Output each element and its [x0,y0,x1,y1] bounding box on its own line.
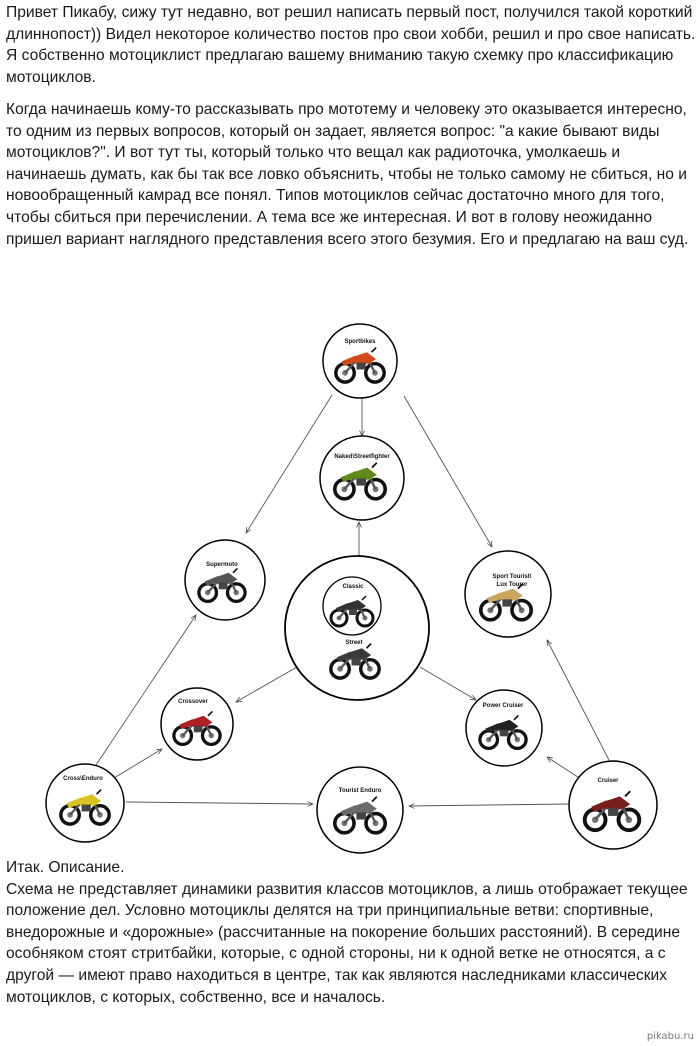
label-classic: Classic [342,584,364,590]
description-paragraph [6,857,696,1008]
arrow-center-to-power-cruiser [420,667,476,700]
label-tourist-enduro: Tourist Enduro [338,788,382,794]
intro-paragraph-2: Когда начинаешь кому-то рассказывать про мототему и человеку это оказывается интересно, то одним из первых вопросов, который он задает, является вопрос: "а какие бывают виды мотоциклов?". И вот тут ты, который только что вещал как радиоточка, умолкаешь и начинаешь думать, как бы так все ловко объяснить, чтобы не только самому не сбиться, но и новообращенный камрад все понял. Типов мотоциклов сейчас достаточно много для того, чтобы сбиться при перечислении. А тема все же интересная. И вот в голову неожиданно пришел вариант наглядного представления всего этого безумия. Его и предлагаю на ваш суд. [6,101,689,248]
node-tourist-enduro [317,767,403,853]
arrow-sportbikes-to-sport-tourist [404,396,492,547]
label-sport-tourist-line2: Lux Tourer [496,582,528,588]
label-naked-streetfighter: Naked\Streetfighter [334,454,390,460]
label-cruiser: Cruiser [597,778,619,784]
label-supermoto: Supermoto [206,562,238,568]
motorcycle-classification-diagram [0,318,700,858]
node-cross-enduro [46,764,124,842]
label-power-cruiser: Power Cruiser [482,703,524,709]
description-heading: Итак. Описание. [6,859,125,876]
label-street: Street [345,640,363,646]
intro-paragraph-1: Привет Пикабу, сижу тут недавно, вот решил написать первый пост, получился такой короткий длиннопост)) Видел некоторое количество постов про свои хобби, решил и про свое написать. Я собственно мотоциклист предлагаю вашему вниманию такую схемку про классификацию мотоциклов. [6,4,696,86]
node-crossover [161,688,233,760]
node-center-group [285,556,429,700]
arrow-cruiser-to-tourist-enduro [409,804,569,806]
node-sportbikes [323,324,397,398]
watermark: pikabu.ru [646,1031,694,1042]
node-cruiser [569,761,657,849]
label-sport-tourist-line1: Sport Tourist\ [492,574,532,580]
label-sportbikes: Sportbikes [344,339,376,345]
node-sport-tourist [465,551,551,637]
label-cross-enduro: Cross\Enduro [63,776,103,782]
arrow-cruiser-to-sport-tourist [547,640,609,760]
node-power-cruiser [466,690,542,766]
label-crossover: Crossover [178,699,208,705]
node-naked-streetfighter [320,436,404,520]
arrow-cross-enduro-to-tourist-enduro [126,802,313,804]
arrow-sportbikes-to-supermoto [246,395,332,533]
arrow-center-to-crossover [236,667,297,702]
arrow-cross-enduro-to-crossover [114,749,162,778]
description-body: Схема не представляет динамики развития классов мотоциклов, а лишь отображает текущее положение дел. Условно мотоциклы делятся на три принципиальные ветви: спортивные, внедорожные и «дорожные» (рассчитанные на покорение больших расстояний). В середине особняком стоят стритбайки, которые, с одной стороны, ни к одной ветке не относятся, а с другой — имеют право находиться в центре, так как являются наследниками классических мотоциклов, с которых, собственно, все и началось. [6,880,688,1006]
node-supermoto [185,540,265,620]
